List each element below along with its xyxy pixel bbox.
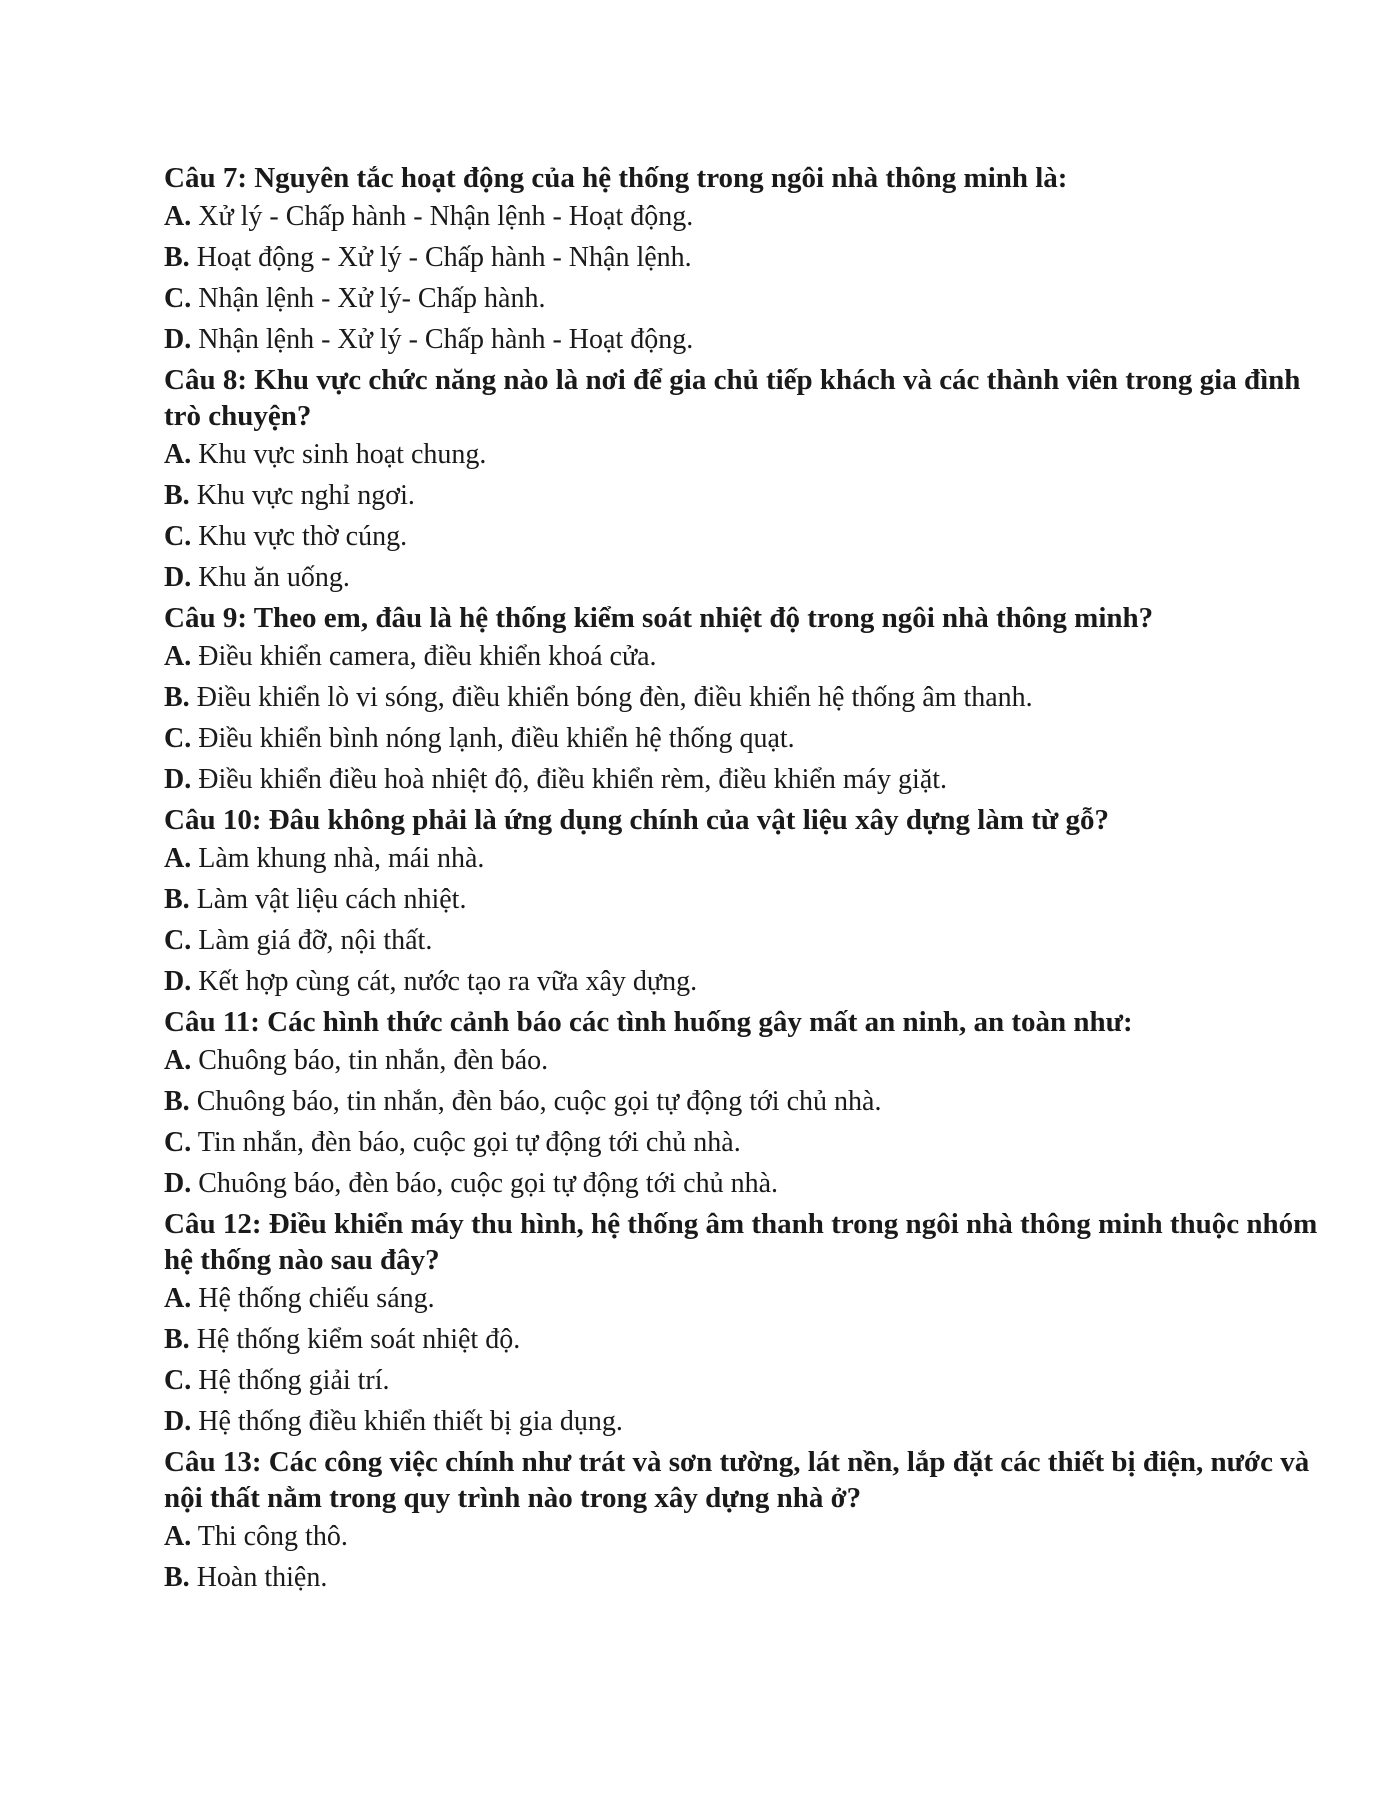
option-letter: C. [164,283,192,314]
option-a [164,838,1329,879]
document-page [164,158,1329,1598]
option-text: Hệ thống chiếu sáng. [198,1283,435,1314]
option-text: Làm giá đỡ, nội thất. [198,925,433,956]
question-number: Câu 9: [164,602,247,634]
option-d [164,319,1329,360]
option-c [164,516,1329,557]
option-letter: B. [164,682,190,713]
question-stem: Khu vực chức năng nào là nơi để gia chủ tiếp khách và các thành viên trong gia đình trò chuyện? [164,364,1301,432]
option-text: Điều khiển camera, điều khiển khoá cửa. [198,641,657,672]
option-letter: C. [164,521,192,552]
option-b [164,677,1329,718]
option-c [164,920,1329,961]
option-letter: B. [164,884,190,915]
option-text: Thi công thô. [197,1521,348,1552]
option-text: Khu vực thờ cúng. [198,521,408,552]
option-letter: B. [164,1562,190,1593]
option-text: Khu vực nghỉ ngơi. [196,480,415,511]
option-letter: B. [164,1086,190,1117]
option-d [164,557,1329,598]
option-b [164,475,1329,516]
question-number: Câu 13: [164,1446,262,1478]
option-text: Hệ thống điều khiển thiết bị gia dụng. [198,1406,623,1437]
option-text: Nhận lệnh - Xử lý- Chấp hành. [198,283,546,314]
question-stem: Nguyên tắc hoạt động của hệ thống trong ngôi nhà thông minh là: [254,162,1068,194]
question-12 [164,1206,1329,1442]
question-number: Câu 8: [164,364,247,396]
option-text: Điều khiển điều hoà nhiệt độ, điều khiển rèm, điều khiển máy giặt. [198,764,948,795]
question-stem: Điều khiển máy thu hình, hệ thống âm thanh trong ngôi nhà thông minh thuộc nhóm hệ thống nào sau đây? [164,1208,1318,1276]
question-10 [164,802,1329,1002]
question-stem: Đâu không phải là ứng dụng chính của vật liệu xây dựng làm từ gỗ? [268,804,1109,836]
question-13 [164,1444,1329,1598]
question-11 [164,1004,1329,1204]
question-number: Câu 11: [164,1006,260,1038]
question-text [164,362,1329,434]
option-b [164,1557,1329,1598]
option-text: Chuông báo, đèn báo, cuộc gọi tự động tới chủ nhà. [198,1168,779,1199]
question-text [164,802,1329,838]
question-stem: Các công việc chính như trát và sơn tường, lát nền, lắp đặt các thiết bị điện, nước và nội thất nằm trong quy trình nào trong xây dựng nhà ở? [164,1446,1310,1514]
option-letter: A. [164,439,192,470]
option-letter: C. [164,1365,192,1396]
option-d [164,1163,1329,1204]
option-c [164,278,1329,319]
option-d [164,961,1329,1002]
option-letter: B. [164,1324,190,1355]
option-c [164,1122,1329,1163]
option-letter: A. [164,1283,192,1314]
option-letter: D. [164,324,192,355]
option-a [164,1516,1329,1557]
option-b [164,1319,1329,1360]
option-b [164,1081,1329,1122]
option-d [164,759,1329,800]
option-text: Làm vật liệu cách nhiệt. [196,884,467,915]
option-text: Kết hợp cùng cát, nước tạo ra vữa xây dựng. [198,966,698,997]
question-text [164,1444,1329,1516]
option-text: Điều khiển lò vi sóng, điều khiển bóng đèn, điều khiển hệ thống âm thanh. [196,682,1033,713]
option-letter: A. [164,843,192,874]
option-letter: D. [164,562,192,593]
option-c [164,1360,1329,1401]
option-text: Khu ăn uống. [198,562,350,593]
option-letter: A. [164,201,192,232]
option-text: Nhận lệnh - Xử lý - Chấp hành - Hoạt động. [198,324,694,355]
option-text: Chuông báo, tin nhắn, đèn báo. [198,1045,549,1076]
option-letter: D. [164,966,192,997]
option-text: Làm khung nhà, mái nhà. [198,843,485,874]
option-letter: D. [164,1168,192,1199]
question-text [164,1004,1329,1040]
option-letter: C. [164,723,192,754]
option-text: Chuông báo, tin nhắn, đèn báo, cuộc gọi tự động tới chủ nhà. [196,1086,882,1117]
option-a [164,1278,1329,1319]
option-text: Tin nhắn, đèn báo, cuộc gọi tự động tới chủ nhà. [197,1127,741,1158]
question-text [164,160,1329,196]
question-stem: Các hình thức cảnh báo các tình huống gây mất an ninh, an toàn như: [267,1006,1133,1038]
question-9 [164,600,1329,800]
option-a [164,1040,1329,1081]
question-number: Câu 7: [164,162,247,194]
option-text: Điều khiển bình nóng lạnh, điều khiển hệ thống quạt. [198,723,795,754]
option-text: Xử lý - Chấp hành - Nhận lệnh - Hoạt động. [198,201,694,232]
option-c [164,718,1329,759]
option-text: Hoàn thiện. [196,1562,328,1593]
question-7 [164,160,1329,360]
question-8 [164,362,1329,598]
option-b [164,237,1329,278]
option-letter: A. [164,1045,192,1076]
option-text: Khu vực sinh hoạt chung. [198,439,487,470]
option-letter: C. [164,1127,192,1158]
option-a [164,636,1329,677]
option-a [164,196,1329,237]
option-d [164,1401,1329,1442]
option-text: Hoạt động - Xử lý - Chấp hành - Nhận lệnh. [196,242,692,273]
option-b [164,879,1329,920]
option-text: Hệ thống giải trí. [198,1365,390,1396]
option-letter: B. [164,242,190,273]
option-text: Hệ thống kiểm soát nhiệt độ. [196,1324,521,1355]
question-stem: Theo em, đâu là hệ thống kiểm soát nhiệt độ trong ngôi nhà thông minh? [253,602,1154,634]
option-letter: B. [164,480,190,511]
option-a [164,434,1329,475]
option-letter: D. [164,1406,192,1437]
option-letter: D. [164,764,192,795]
option-letter: C. [164,925,192,956]
question-text [164,600,1329,636]
option-letter: A. [164,1521,192,1552]
option-letter: A. [164,641,192,672]
question-text [164,1206,1329,1278]
question-number: Câu 10: [164,804,262,836]
question-number: Câu 12: [164,1208,262,1240]
